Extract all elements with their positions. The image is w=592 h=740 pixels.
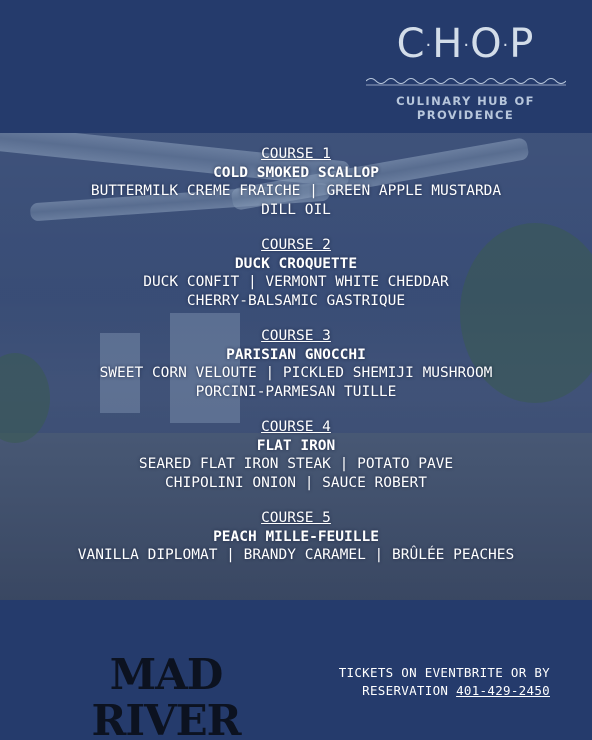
brand-name: MAD RIVER — [91, 650, 241, 740]
mad-river-logo — [30, 652, 302, 740]
course-description: CHERRY-BALSAMIC GASTRIQUE — [186, 292, 406, 309]
course-3 — [0, 327, 592, 401]
course-2 — [0, 236, 592, 310]
logo-letter: P — [509, 21, 535, 67]
reservation-label: RESERVATION — [362, 683, 457, 698]
course-4 — [0, 418, 592, 492]
logo-subtitle: CULINARY HUB OF PROVIDENCE — [396, 94, 535, 122]
course-dish: PEACH MILLE-FEUILLE — [213, 528, 379, 545]
wave-divider-icon — [366, 76, 566, 86]
course-description: BUTTERMILK CREME FRAICHE | GREEN APPLE MUSTARDA — [90, 183, 502, 199]
course-dish: COLD SMOKED SCALLOP — [213, 164, 379, 181]
course-5 — [0, 509, 592, 565]
course-dish: FLAT IRON — [256, 437, 336, 454]
course-description: SWEET CORN VELOUTE | PICKLED SHEMIJI MUSHROOM — [99, 365, 493, 381]
course-description: PORCINI-PARMESAN TUILLE — [195, 383, 397, 400]
course-description: DILL OIL — [261, 201, 331, 218]
course-label: COURSE 2 — [261, 237, 331, 253]
chop-logo — [363, 16, 568, 122]
course-description: VANILLA DIPLOMAT | BRANDY CARAMEL | BRÛLÉE PEACHES — [77, 547, 515, 563]
logo-wordmark — [363, 16, 568, 74]
course-label: COURSE 1 — [261, 146, 331, 162]
tickets-line: TICKETS ON EVENTBRITE OR BY — [338, 665, 550, 680]
course-description: SEARED FLAT IRON STEAK | POTATO PAVE — [138, 456, 454, 472]
logo-letter: C — [396, 21, 426, 67]
tasting-menu — [0, 145, 592, 582]
phone-link[interactable]: 401-429-2450 — [456, 683, 550, 698]
reservation-line — [339, 682, 550, 700]
header — [0, 0, 592, 133]
course-dish: PARISIAN GNOCCHI — [226, 346, 366, 363]
course-1 — [0, 145, 592, 219]
footer — [0, 600, 592, 740]
tickets-info — [339, 664, 550, 700]
logo-letter: H — [432, 21, 464, 67]
logo-dot-icon: · — [502, 35, 510, 56]
course-description: CHIPOLINI ONION | SAUCE ROBERT — [165, 474, 427, 491]
course-description: DUCK CONFIT | VERMONT WHITE CHEDDAR — [143, 274, 449, 290]
logo-dot-icon: · — [463, 35, 471, 56]
logo-letter: O — [470, 21, 503, 67]
course-label: COURSE 3 — [261, 328, 331, 344]
course-dish: DUCK CROQUETTE — [234, 255, 358, 272]
course-label: COURSE 5 — [261, 510, 331, 526]
course-label: COURSE 4 — [261, 419, 331, 435]
logo-dot-icon: · — [425, 35, 433, 56]
